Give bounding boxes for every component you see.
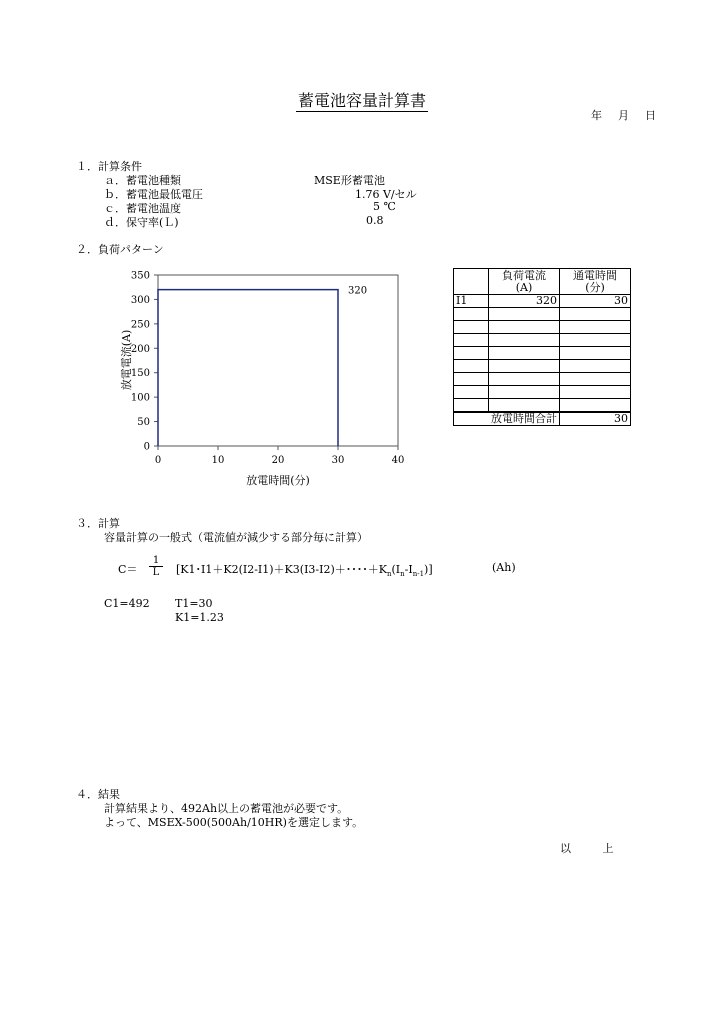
row-current xyxy=(489,321,560,334)
load-pattern-chart xyxy=(100,265,430,495)
row-current xyxy=(489,334,560,347)
condition-value: 0.8 xyxy=(366,214,384,227)
date-day: 日 xyxy=(645,109,658,122)
row-label xyxy=(454,373,489,386)
row-current xyxy=(489,399,560,413)
section3-heading: ３．計算 xyxy=(76,517,120,530)
table-row xyxy=(454,373,631,386)
x-tick-label: 20 xyxy=(271,455,285,466)
row-current xyxy=(489,347,560,360)
table-header-blank xyxy=(454,269,489,295)
section4-heading: ４．結果 xyxy=(76,788,120,801)
y-tick-label: 350 xyxy=(130,270,150,282)
x-tick-label: 10 xyxy=(211,455,225,466)
date-line xyxy=(577,107,658,123)
result-line: よって、MSEX-500(500Ah/10HR)を選定します。 xyxy=(104,816,364,829)
formula-fraction xyxy=(149,555,163,578)
row-time xyxy=(560,347,631,360)
condition-value: MSE形蓄電池 xyxy=(314,174,385,187)
row-time xyxy=(560,308,631,321)
section2-heading: ２．負荷パターン xyxy=(76,243,164,256)
total-label: 放電時間合計 xyxy=(454,412,560,426)
y-tick-label: 100 xyxy=(130,392,150,404)
table-row xyxy=(454,308,631,321)
row-time xyxy=(560,334,631,347)
result-k1: K1=1.23 xyxy=(175,611,224,624)
x-tick-label: 30 xyxy=(331,455,345,466)
condition-label: ｂ．蓄電池最低電圧 xyxy=(104,188,203,201)
row-label xyxy=(454,334,489,347)
condition-value: 1.76 V/セル xyxy=(355,188,417,201)
row-current xyxy=(489,386,560,399)
row-label xyxy=(454,360,489,373)
x-tick-label: 0 xyxy=(154,455,162,466)
formula-unit: (Ah) xyxy=(492,561,516,574)
row-time xyxy=(560,321,631,334)
formula-main: [K1･I1＋K2(I2-I1)＋K3(I3-I2)＋････＋K xyxy=(176,563,387,576)
total-value: 30 xyxy=(560,412,631,426)
table-row xyxy=(454,399,631,413)
row-label xyxy=(454,308,489,321)
condition-label: ｃ．蓄電池温度 xyxy=(104,202,181,215)
formula-end: )] xyxy=(424,563,433,576)
x-tick-label: 40 xyxy=(391,455,405,466)
table-header-current: 負荷電流 (A) xyxy=(489,269,560,295)
fraction-denominator: L xyxy=(149,566,163,578)
closing-mark: 以 上 xyxy=(560,842,628,855)
y-tick-label: 300 xyxy=(130,294,150,306)
row-label xyxy=(454,386,489,399)
row-time xyxy=(560,386,631,399)
row-time xyxy=(560,399,631,413)
y-tick-label: 0 xyxy=(143,441,150,453)
table-row xyxy=(454,321,631,334)
row-current xyxy=(489,373,560,386)
formula-mid: (I xyxy=(391,563,401,576)
table-row xyxy=(454,347,631,360)
row-time xyxy=(560,360,631,373)
formula-body xyxy=(176,561,433,578)
section1-heading: １．計算条件 xyxy=(76,160,142,173)
formula-description: 容量計算の一般式（電流値が減少する部分毎に計算） xyxy=(104,531,368,544)
formula-sub-n: n xyxy=(386,570,392,579)
formula-sub-n1: n-1 xyxy=(412,570,425,579)
condition-label: ａ．蓄電池種類 xyxy=(104,174,181,187)
condition-label: ｄ．保守率(Ｌ) xyxy=(104,216,179,229)
row-label xyxy=(454,347,489,360)
row-time xyxy=(560,373,631,386)
formula-minus: -I xyxy=(404,563,413,576)
formula-sub-n2: n xyxy=(400,570,405,579)
load-line xyxy=(158,290,338,446)
table-row xyxy=(454,334,631,347)
table-header-time: 通電時間 (分) xyxy=(560,269,631,295)
title-text: 蓄電池容量計算書 xyxy=(297,91,426,110)
formula-c: C＝ xyxy=(118,563,138,576)
y-axis-label: 放電電流(A) xyxy=(120,329,133,391)
table-row xyxy=(454,295,631,308)
y-tick-label: 150 xyxy=(130,368,150,380)
load-table xyxy=(453,268,631,426)
fraction-numerator: 1 xyxy=(152,555,160,566)
y-tick-label: 200 xyxy=(130,343,150,355)
row-time: 30 xyxy=(560,295,631,308)
x-axis-label: 放電時間(分) xyxy=(246,474,310,487)
table-row xyxy=(454,360,631,373)
condition-value: 5 ℃ xyxy=(373,200,396,213)
y-tick-label: 50 xyxy=(137,417,150,429)
table-row xyxy=(454,386,631,399)
date-month: 月 xyxy=(618,109,631,122)
row-current xyxy=(489,308,560,321)
row-current: 320 xyxy=(489,295,560,308)
row-label xyxy=(454,399,489,413)
y-tick-label: 250 xyxy=(130,319,150,331)
result-c1: C1=492 xyxy=(104,597,150,610)
row-label: I1 xyxy=(454,295,489,308)
row-current xyxy=(489,360,560,373)
plot-area xyxy=(158,275,398,446)
peak-annotation: 320 xyxy=(348,285,368,297)
result-line: 計算結果より、492Ah以上の蓄電池が必要です。 xyxy=(104,802,349,815)
result-t1: T1=30 xyxy=(175,597,213,610)
date-year: 年 xyxy=(591,109,604,122)
row-label xyxy=(454,321,489,334)
